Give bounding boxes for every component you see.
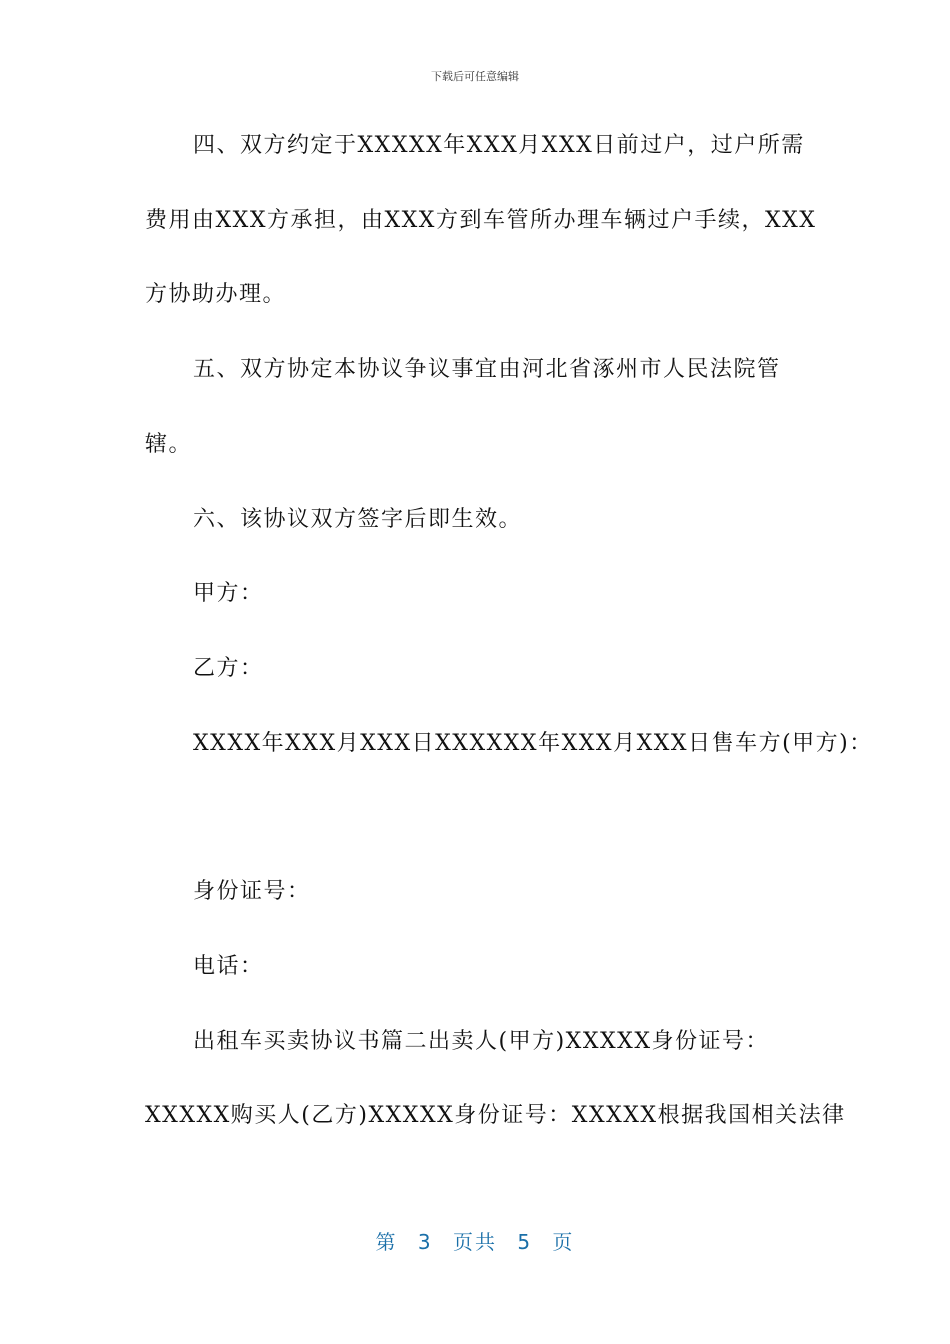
second-agreement-line-1: 出租车买卖协议书篇二出卖人(甲方)XXXXX身份证号：	[193, 1029, 769, 1054]
second-agreement-line-2: XXXXX购买人(乙方)XXXXX身份证号：XXXXX根据我国相关法律	[145, 1103, 846, 1128]
date-seller-line: XXXX年XXX月XXX日XXXXXX年XXX月XXX日售车方(甲方)：	[193, 731, 873, 756]
clause-four-line-2: 费用由XXX方承担，由XXX方到车管所办理车辆过户手续，XXX	[145, 208, 817, 233]
page-number: 第 3 页共 5 页	[375, 1230, 575, 1254]
clause-four-line-3: 方协助办理。	[145, 282, 287, 307]
header-note: 下载后可任意编辑	[431, 70, 519, 83]
id-number-label: 身份证号：	[193, 879, 311, 904]
clause-five-line-2: 辖。	[145, 432, 193, 457]
phone-label: 电话：	[193, 954, 264, 979]
party-b-label: 乙方：	[193, 656, 264, 681]
clause-six: 六、该协议双方签字后即生效。	[193, 507, 523, 532]
clause-four-line-1: 四、双方约定于XXXXX年XXX月XXX日前过户，过户所需	[193, 133, 805, 158]
clause-five-line-1: 五、双方协定本协议争议事宜由河北省涿州市人民法院管	[193, 357, 781, 382]
party-a-label: 甲方：	[193, 581, 264, 606]
